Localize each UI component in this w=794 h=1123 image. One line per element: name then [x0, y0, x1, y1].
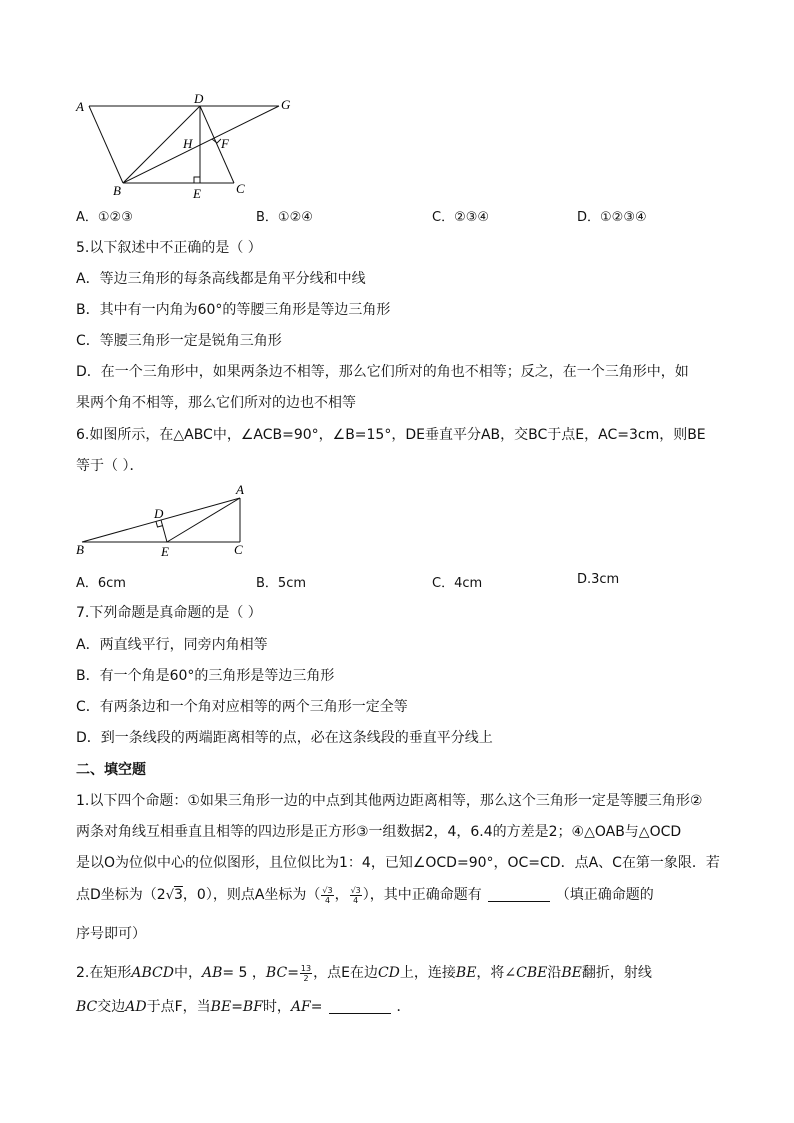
- fill2-text: 上，连接: [399, 965, 456, 981]
- fill1-text-d: （填正确命题的: [555, 887, 654, 903]
- math-bc: BC: [265, 965, 288, 981]
- q5-option-b: B．其中有一内角为60°的等腰三角形是等边三角形: [76, 302, 391, 318]
- fraction-x: $\frac{√3}{4}$: [322, 885, 333, 905]
- q6-stem-line1: 6.如图所示，在△ABC中，∠ACB=90°，∠B=15°，DE垂直平分AB，交BC于点E，AC=3cm，则BE: [76, 427, 706, 443]
- fill2-text: 交边: [97, 999, 126, 1015]
- fill1-text-a: 点D坐标为（2: [76, 887, 166, 903]
- q7-option-b: B．有一个角是60°的三角形是等边三角形: [76, 668, 335, 684]
- fill2-text: =: [310, 999, 323, 1015]
- label-d: D: [154, 506, 164, 521]
- label-c: C: [236, 181, 245, 196]
- fill2-text: 2.在矩形: [76, 965, 132, 981]
- fill2-text: 沿: [547, 965, 562, 981]
- q6-stem-line2: 等于（ ）．: [76, 458, 144, 474]
- math-be: BE: [455, 965, 477, 981]
- fill2-text: 于点F，当: [146, 999, 211, 1015]
- q6-option-c: C．4cm: [432, 576, 483, 591]
- label-c: C: [234, 542, 243, 557]
- q6-option-a: A．6cm: [76, 576, 126, 591]
- fill2-text: ，将: [476, 965, 505, 981]
- label-a: A: [236, 482, 244, 497]
- label-a: A: [76, 99, 84, 114]
- q5-option-a: A．等边三角形的每条高线都是角平分线和中线: [76, 271, 366, 287]
- segment-bg: [123, 106, 279, 183]
- fraction-13-2: $\frac{13}{2}$: [300, 963, 312, 983]
- label-e: E: [161, 544, 169, 559]
- label-h: H: [183, 136, 193, 151]
- math-af: AF: [290, 999, 311, 1015]
- right-angle-f: [212, 139, 221, 143]
- fill2-text: ．: [396, 999, 411, 1015]
- sqrt-symbol: √: [165, 888, 174, 903]
- fill2-text: ，点E在边: [313, 965, 378, 981]
- fill1-text-c: ），其中正确命题有: [362, 887, 482, 903]
- math-ab: AB: [201, 965, 223, 981]
- q5-stem: 5.以下叙述中不正确的是（ ）: [76, 240, 262, 256]
- label-f: F: [221, 136, 229, 151]
- q7-option-d: D．到一条线段的两端距离相等的点，必在这条线段的垂直平分线上: [76, 730, 493, 746]
- fill1-line3: 是以O为位似中心的位似图形，且位似比为1：4，已知∠OCD=90°，OC=CD．点A、C在第一象限．若: [76, 855, 720, 871]
- label-d: D: [194, 92, 204, 106]
- q6-option-b: B．5cm: [256, 576, 307, 591]
- fill2-text: 翻折，射线: [581, 965, 652, 981]
- fill1-comma: ，: [334, 887, 349, 903]
- q4-option-b: B．①②④: [256, 210, 313, 225]
- q7-option-a: A．两直线平行，同旁内角相等: [76, 637, 268, 653]
- figure-right-triangle: [72, 482, 262, 562]
- math-bc: BC: [76, 999, 98, 1015]
- section-title-fill-in: 二、填空题: [76, 762, 146, 778]
- fill2-text: = 5 ，: [222, 965, 266, 981]
- label-e: E: [193, 186, 201, 201]
- q4-option-a: A．①②③: [76, 210, 133, 225]
- figure-parallelogram: [72, 92, 302, 204]
- fill2-text: 中，: [173, 965, 202, 981]
- answer-blank-2[interactable]: [329, 999, 391, 1014]
- math-ad: AD: [125, 999, 147, 1015]
- label-g: G: [281, 97, 291, 112]
- segment-ab: [89, 106, 123, 183]
- label-b: B: [113, 183, 121, 198]
- math-be: BE: [561, 965, 582, 981]
- right-angle-e: [194, 177, 200, 183]
- fill2-text: =: [231, 999, 243, 1015]
- q7-option-c: C．有两条边和一个角对应相等的两个三角形一定全等: [76, 699, 408, 715]
- fill1-line5: 序号即可）: [76, 926, 146, 942]
- fill2-text: =: [287, 965, 299, 981]
- math-bf: BF: [242, 999, 263, 1015]
- answer-blank-1[interactable]: [488, 887, 550, 902]
- label-b: B: [76, 542, 84, 557]
- q4-option-c: C．②③④: [432, 210, 490, 225]
- q7-stem: 7.下列命题是真命题的是（ ）: [76, 605, 262, 621]
- fill1-line4: [76, 884, 654, 905]
- fill2-text: 时，: [262, 999, 291, 1015]
- fill2-line: [76, 962, 652, 983]
- fill1-line1: 1.以下四个命题：①如果三角形一边的中点到其他两边距离相等，那么这个三角形一定是等腰三角形②: [76, 793, 703, 809]
- q5-option-d-line2: 果两个角不相等，那么它们所对的边也不相等: [76, 395, 356, 411]
- math-cd: CD: [377, 965, 400, 981]
- fill2-line2: [76, 996, 411, 1016]
- segment-de: [161, 520, 167, 542]
- q5-option-d-line1: D．在一个三角形中，如果两条边不相等，那么它们所对的角也不相等；反之，在一个三角形中，如: [76, 364, 689, 380]
- math-angle-cbe: ∠CBE: [504, 965, 548, 981]
- q5-option-c: C．等腰三角形一定是锐角三角形: [76, 333, 282, 349]
- q6-option-d: D.3cm: [577, 572, 620, 587]
- math-abcd: ABCD: [131, 965, 174, 981]
- fill1-line2: 两条对角线互相垂直且相等的四边形是正方形③一组数据2，4，6.4的方差是2；④△OAB与△OCD: [76, 824, 682, 840]
- segment-ea: [167, 498, 240, 542]
- fill1-text-b: ，0），则点A坐标为（: [182, 887, 321, 903]
- fraction-y: $\frac{√3}{4}$: [350, 885, 361, 905]
- q4-option-d: D．①②③④: [577, 210, 647, 225]
- sqrt-radicand: 3: [173, 887, 183, 903]
- math-be: BE: [210, 999, 232, 1015]
